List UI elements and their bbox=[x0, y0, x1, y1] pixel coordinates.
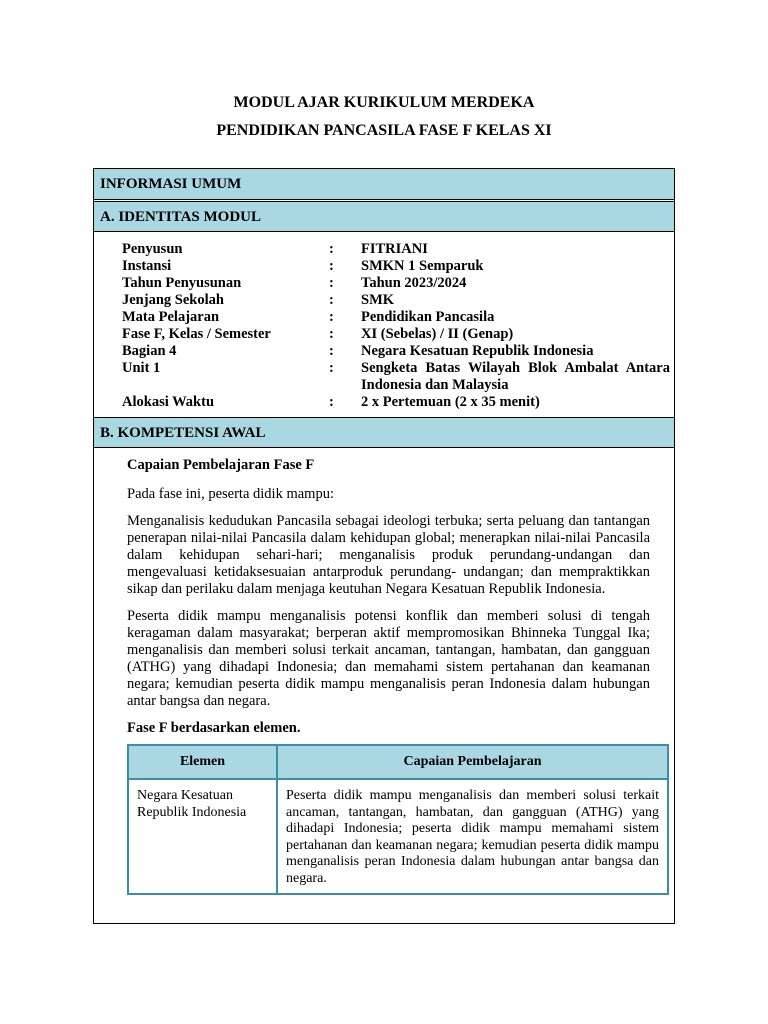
kompetensi-content bbox=[127, 457, 650, 737]
identitas-label: Mata Pelajaran bbox=[122, 309, 220, 325]
identitas-row bbox=[122, 394, 670, 411]
identitas-label: Bagian 4 bbox=[122, 343, 177, 359]
identitas-value: 2 x Pertemuan (2 x 35 menit) bbox=[361, 394, 540, 410]
capaian-elemen-table bbox=[127, 744, 669, 895]
identitas-label: Alokasi Waktu bbox=[122, 394, 215, 410]
capaian-intro: Pada fase ini, peserta didik mampu: bbox=[127, 486, 334, 502]
identitas-colon: : bbox=[329, 292, 334, 308]
identitas-label: Tahun Penyusunan bbox=[122, 275, 242, 291]
section-kompetensi-awal: B. KOMPETENSI AWAL bbox=[94, 417, 674, 448]
identitas-colon: : bbox=[329, 343, 334, 359]
capaian-paragraph-1: Menganalisis kedudukan Pancasila sebagai ideologi terbuka; serta peluang dan tantangan penerapan nilai-nilai Pancasila dalam kehidupan global; menerapkan nilai-nilai Pancasila dalam kehidupan sehari-hari; menganalisis produk perundang-undangan dan mengevaluasi ketidaksesuaian antarproduk perundang- undangan; dan mempraktikkan sikap dan perilaku dalam menjaga keutuhan Negara Kesatuan Republik Indonesia. bbox=[127, 513, 650, 597]
identitas-value: Sengketa Batas Wilayah Blok Ambalat Antara Indonesia dan Malaysia bbox=[361, 360, 670, 393]
section-informasi-umum: INFORMASI UMUM bbox=[94, 169, 674, 200]
column-header-capaian: Capaian Pembelajaran bbox=[277, 745, 668, 779]
identitas-label: Penyusun bbox=[122, 241, 183, 257]
identitas-row bbox=[122, 292, 670, 309]
capaian-heading: Capaian Pembelajaran Fase F bbox=[127, 457, 315, 473]
identitas-value: Negara Kesatuan Republik Indonesia bbox=[361, 343, 594, 359]
identitas-row bbox=[122, 241, 670, 258]
module-frame bbox=[93, 168, 675, 924]
identitas-table bbox=[122, 241, 670, 411]
table-row bbox=[128, 779, 668, 894]
identitas-value: FITRIANI bbox=[361, 241, 428, 257]
identitas-colon: : bbox=[329, 309, 334, 325]
document-title: MODUL AJAR KURIKULUM MERDEKA bbox=[233, 94, 535, 111]
identitas-colon: : bbox=[329, 258, 334, 274]
identitas-value: Tahun 2023/2024 bbox=[361, 275, 467, 291]
identitas-colon: : bbox=[329, 394, 334, 410]
identitas-row bbox=[122, 309, 670, 326]
identitas-value: SMK bbox=[361, 292, 395, 308]
capaian-paragraph-2: Peserta didik mampu menganalisis potensi konflik dan memberi solusi di tengah keragaman dalam masyarakat; berperan aktif mempromosikan Bhinneka Tunggal Ika; menganalisis dan memberi solusi terkait ancaman, tantangan, hambatan, dan gangguan (ATHG) yang dihadapi Indonesia; dan memahami sistem pertahanan dan keamanan negara; kemudian peserta didik mampu menganalisis peran Indonesia dalam hubungan antar bangsa dan negara. bbox=[127, 608, 650, 709]
identitas-row bbox=[122, 258, 670, 275]
identitas-row bbox=[122, 343, 670, 360]
document-subtitle: PENDIDIKAN PANCASILA FASE F KELAS XI bbox=[216, 122, 552, 139]
identitas-label: Instansi bbox=[122, 258, 172, 274]
identitas-colon: : bbox=[329, 326, 334, 342]
identitas-colon: : bbox=[329, 275, 334, 291]
capaian-cell: Peserta didik mampu menganalisis dan memberi solusi terkait ancaman, tantangan, hambatan, dan gangguan (ATHG) yang dihadapi Indonesia; peserta didik mampu memahami sistem pertahanan dan keamanan negara; kemudian peserta didik mampu menganalisis peran Indonesia dalam hubungan antar bangsa dan negara. bbox=[277, 779, 668, 894]
identitas-value: XI (Sebelas) / II (Genap) bbox=[361, 326, 514, 342]
identitas-colon: : bbox=[329, 241, 334, 257]
identitas-value: SMKN 1 Semparuk bbox=[361, 258, 484, 274]
column-header-elemen: Elemen bbox=[128, 745, 277, 779]
identitas-label: Jenjang Sekolah bbox=[122, 292, 224, 308]
identitas-label: Unit 1 bbox=[122, 360, 161, 376]
identitas-row bbox=[122, 360, 670, 394]
identitas-colon: : bbox=[329, 360, 334, 376]
identitas-value: Pendidikan Pancasila bbox=[361, 309, 495, 325]
section-identitas-modul: A. IDENTITAS MODUL bbox=[94, 201, 674, 232]
identitas-label: Fase F, Kelas / Semester bbox=[122, 326, 271, 342]
elemen-cell: Negara Kesatuan Republik Indonesia bbox=[128, 779, 277, 894]
elemen-subheading: Fase F berdasarkan elemen. bbox=[127, 720, 301, 736]
table-header-row bbox=[128, 745, 668, 779]
identitas-row bbox=[122, 326, 670, 343]
identitas-row bbox=[122, 275, 670, 292]
